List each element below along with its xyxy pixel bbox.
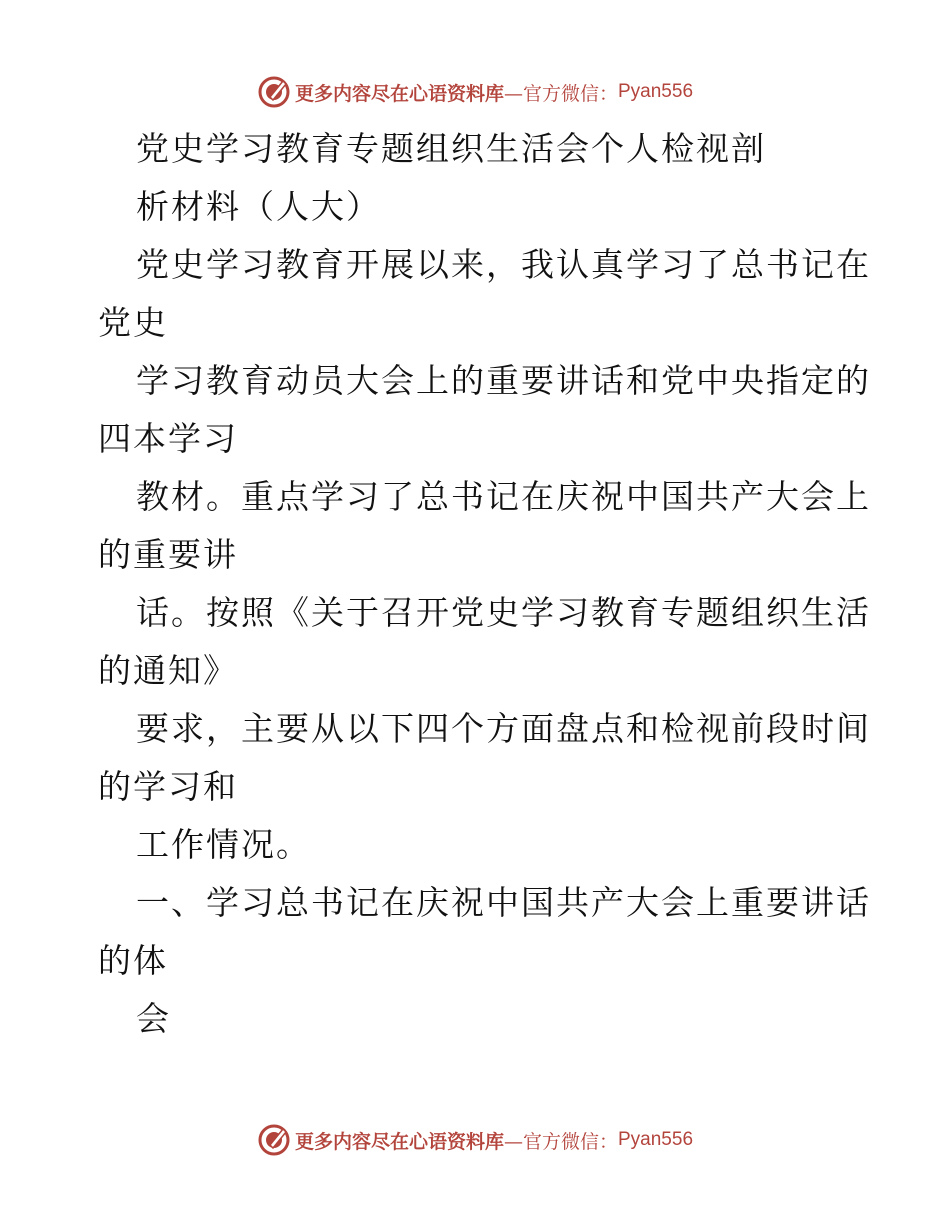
document-line: 工作情况。	[136, 825, 311, 864]
watermark-site-text: 更多内容尽在心语资料库	[294, 1130, 504, 1153]
document-line: 党史学习教育开展以来，我认真学习了总书记在	[136, 245, 871, 284]
watermark-site-text: 更多内容尽在心语资料库	[294, 82, 504, 105]
watermark-wechat-label: —官方微信：	[503, 1130, 618, 1153]
document-line: 话。按照《关于召开党史学习教育专题组织生活	[136, 593, 871, 632]
document-line: 的学习和	[98, 767, 238, 806]
document-line: 党史学习教育专题组织生活会个人检视剖	[136, 129, 766, 168]
document-line: 学习教育动员大会上的重要讲话和党中央指定的	[136, 361, 871, 400]
document-line: 党史	[98, 303, 168, 342]
document-line: 的体	[98, 941, 168, 980]
header-watermark	[0, 72, 950, 112]
document-line: 教材。重点学习了总书记在庆祝中国共产大会上	[136, 477, 871, 516]
watermark-wechat-id: Pyan556	[618, 81, 694, 102]
document-line: 会	[136, 999, 171, 1038]
pen-logo-icon	[257, 1123, 291, 1157]
document-line: 四本学习	[98, 419, 238, 458]
document-body	[98, 120, 871, 1048]
document-line: 一、学习总书记在庆祝中国共产大会上重要讲话	[136, 883, 871, 922]
pen-logo-icon	[257, 75, 291, 109]
footer-watermark	[0, 1120, 950, 1160]
watermark-wechat-id: Pyan556	[618, 1129, 694, 1150]
document-line: 的重要讲	[98, 535, 238, 574]
document-line: 析材料（人大）	[136, 187, 381, 226]
watermark-wechat-label: —官方微信：	[503, 82, 618, 105]
document-line: 要求，主要从以下四个方面盘点和检视前段时间	[136, 709, 871, 748]
document-line: 的通知》	[98, 651, 238, 690]
